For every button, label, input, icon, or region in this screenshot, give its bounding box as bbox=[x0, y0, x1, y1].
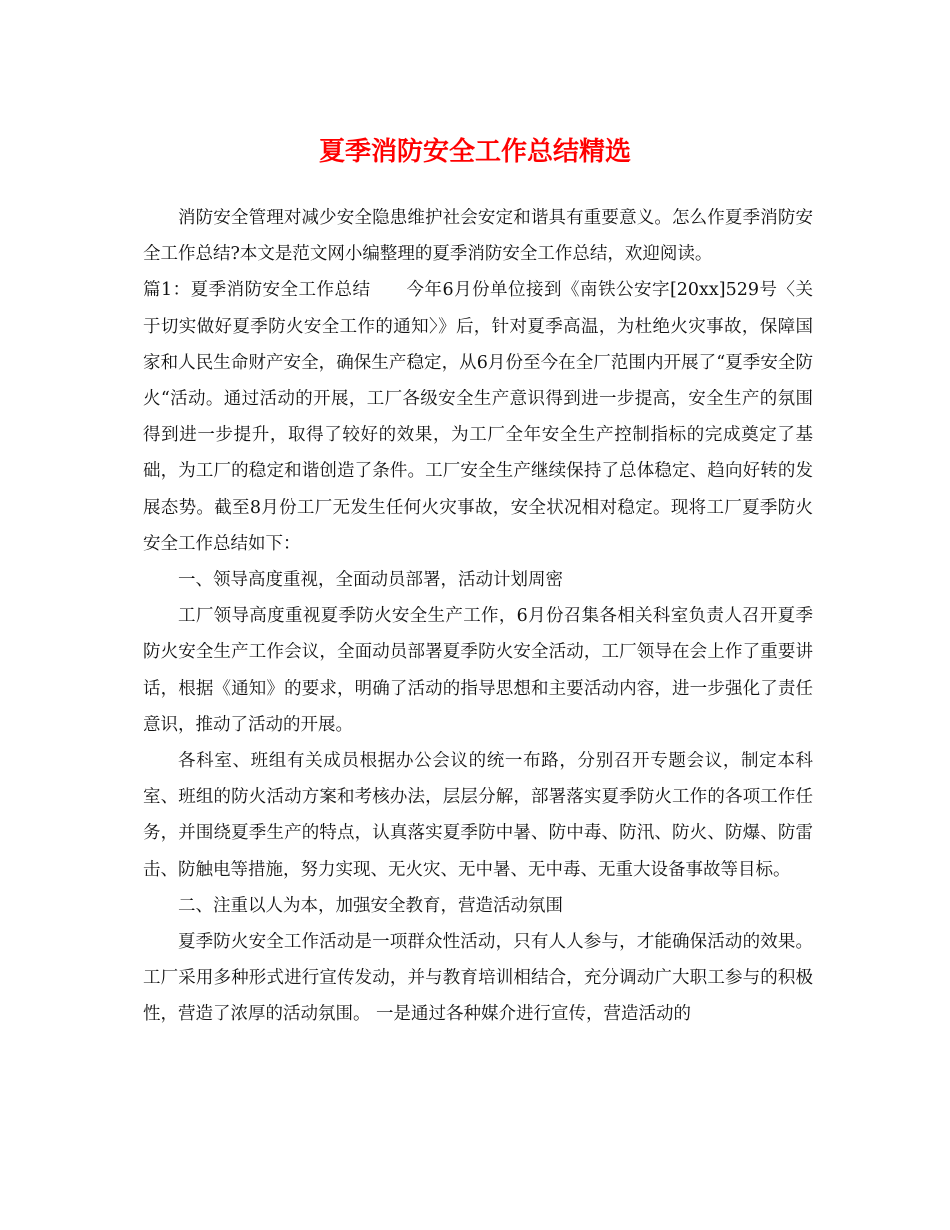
paragraph-section-1a: 工厂领导高度重视夏季防火安全生产工作，6月份召集各相关科室负责人召开夏季防火安全生产工作会议，全面动员部署夏季防火安全活动，工厂领导在会上作了重要讲话，根据《通知》的要求，明确了活动的指导思想和主要活动内容，进一步强化了责任意识，推动了活动的开展。 bbox=[143, 606, 813, 735]
document-body bbox=[143, 200, 813, 1033]
paragraph-section-1b: 各科室、班组有关成员根据办公会议的统一布路，分别召开专题会议，制定本科室、班组的防火活动方案和考核办法，层层分解，部署落实夏季防火工作的各项工作任务，并围绕夏季生产的特点，认真落实夏季防中暑、防中毒、防汛、防火、防爆、防雷击、防触电等措施，努力实现、无火灾、无中暑、无中毒、无重大设备事故等目标。 bbox=[143, 751, 813, 880]
document-title: 夏季消防安全工作总结精选 bbox=[318, 137, 631, 167]
paragraph-intro: 消防安全管理对减少安全隐患维护社会安定和谐具有重要意义。怎么作夏季消防安全工作总结?本文是范文网小编整理的夏季消防安全工作总结，欢迎阅读。 bbox=[143, 208, 813, 265]
section-heading-1: 一、领导高度重视，全面动员部署，活动计划周密 bbox=[178, 570, 563, 591]
paragraph-section-2a: 夏季防火安全工作活动是一项群众性活动，只有人人参与，才能确保活动的效果。工厂采用多种形式进行宣传发动，并与教育培训相结合，充分调动广大职工参与的积极性，营造了浓厚的活动氛围。 一是通过各种媒介进行宣传，营造活动的 bbox=[143, 932, 813, 1025]
paragraph-article-1: 篇1：夏季消防安全工作总结 今年6月份单位接到《南铁公安字[20xx]529号〈关于切实做好夏季防火安全工作的通知〉》后，针对夏季高温，为杜绝火灾事故，保障国家和人民生命财产安全，确保生产稳定，从6月份至今在全厂范围内开展了“夏季安全防火“活动。通过活动的开展，工厂各级安全生产意识得到进一步提高，安全生产的氛围得到进一步提升，取得了较好的效果，为工厂全年安全生产控制指标的完成奠定了基础，为工厂的稳定和谐创造了条件。工厂安全生产继续保持了总体稳定、趋向好转的发展态势。截至8月份工厂无发生任何火灾事故，安全状况相对稳定。现将工厂夏季防火安全工作总结如下： bbox=[143, 280, 813, 554]
section-heading-2: 二、注重以人为本，加强安全教育，营造活动氛围 bbox=[178, 895, 563, 916]
